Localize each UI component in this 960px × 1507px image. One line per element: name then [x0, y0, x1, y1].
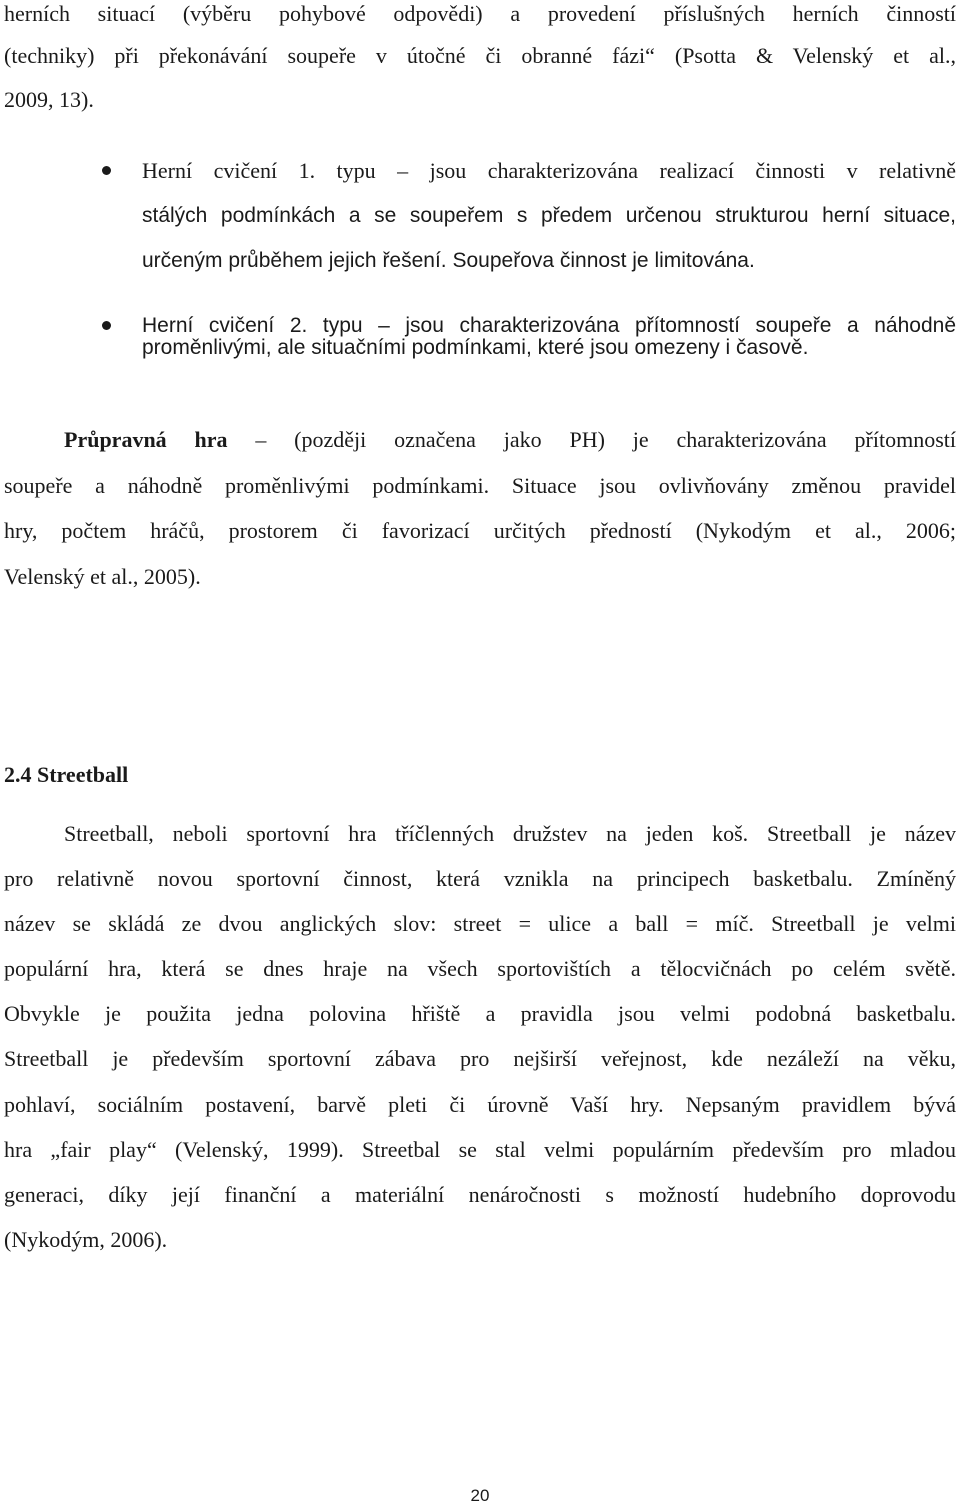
bullet-item-line: Herní cvičení 1. typu – jsou charakterizována realizací činnosti v relativně	[142, 158, 956, 183]
bullet-item-line: proměnlivými, ale situačními podmínkami, které jsou omezeny i časově.	[142, 336, 809, 359]
paragraph-line: Streetball, neboli sportovní hra tříčlenných družstev na jeden koš. Streetball je název	[64, 821, 956, 846]
bullet-item-line: stálých podmínkách a se soupeřem s předem určenou strukturou herní situace,	[142, 204, 956, 227]
paragraph-line: soupeře a náhodně proměnlivými podmínkami. Situace jsou ovlivňovány změnou pravidel	[4, 473, 956, 498]
paragraph-line: název se skládá ze dvou anglických slov: street = ulice a ball = míč. Streetball je velmi	[4, 911, 956, 936]
paragraph-line: hry, počtem hráčů, prostorem či favorizací určitých předností (Nykodým et al., 2006;	[4, 518, 956, 543]
page-number: 20	[470, 1486, 490, 1505]
bold-term: Průpravná hra	[64, 427, 228, 452]
bullet-item-line: určeným průběhem jejich řešení. Soupeřova činnost je limitována.	[142, 249, 755, 272]
paragraph-line: Velenský et al., 2005).	[4, 564, 201, 589]
bullet-icon	[102, 166, 111, 175]
section-heading: 2.4 Streetball	[4, 762, 129, 787]
paragraph-text: – (později označena jako PH) je charakterizována přítomností	[227, 427, 956, 452]
paragraph-line: populární hra, která se dnes hraje na všech sportovištích a tělocvičnách po celém světě.	[4, 956, 956, 981]
paragraph-line: pro relativně novou sportovní činnost, která vznikla na principech basketbalu. Zmíněný	[4, 866, 956, 891]
paragraph-line: Obvykle je použita jedna polovina hřiště a pravidla jsou velmi podobná basketbalu.	[4, 1001, 956, 1026]
paragraph-line: (Nykodým, 2006).	[4, 1227, 168, 1252]
paragraph-line: 2009, 13).	[4, 87, 94, 112]
paragraph-line: (techniky) při překonávání soupeře v útočné či obranné fázi“ (Psotta & Velenský et al.,	[4, 43, 956, 68]
paragraph-line: hra „fair play“ (Velenský, 1999). Streetbal se stal velmi populárním především pro mladou	[4, 1137, 956, 1162]
paragraph-line: pohlaví, sociálním postavení, barvě pleti či úrovně Vaší hry. Nepsaným pravidlem bývá	[4, 1092, 956, 1117]
bullet-icon	[102, 321, 111, 330]
paragraph-line: generaci, díky její finanční a materiální nenáročnosti s možností hudebního doprovodu	[4, 1182, 956, 1207]
paragraph-line: herních situací (výběru pohybové odpovědi) a provedení příslušných herních činností	[4, 1, 956, 26]
bullet-item-line: Herní cvičení 2. typu – jsou charakterizována přítomností soupeře a náhodně	[142, 314, 956, 337]
paragraph-line: Streetball je především sportovní zábava pro nejširší veřejnost, kde nezáleží na věku,	[4, 1046, 956, 1071]
paragraph-line	[64, 426, 956, 454]
